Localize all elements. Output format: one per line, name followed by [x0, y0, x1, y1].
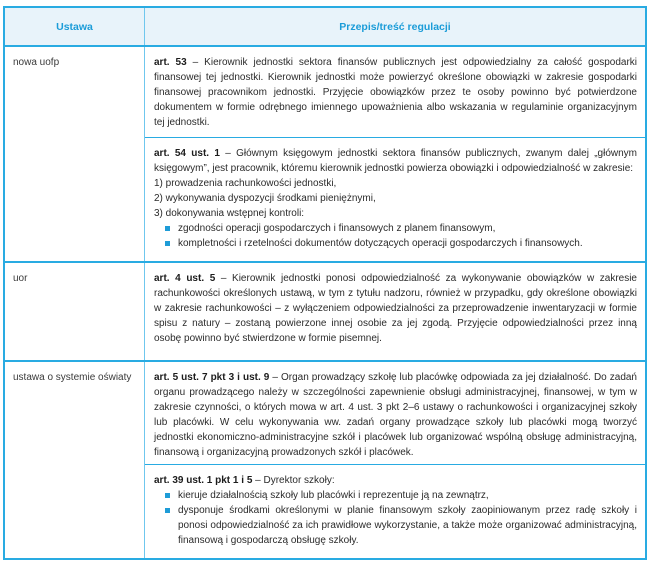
regulation-cell-ustawa-oswiata [144, 362, 645, 558]
article-reference: art. 39 ust. 1 pkt 1 i 5 [154, 475, 253, 486]
section-art-54-ust-1 [145, 137, 645, 261]
law-cell-nowa-uofp [5, 47, 144, 261]
bullet-square-icon [165, 241, 170, 246]
law-label: nowa uofp [13, 57, 60, 68]
paragraph [154, 370, 637, 460]
bullet-text: kompletności i rzetelności dokumentów dotyczących operacji gospodarczych i finansowych. [178, 238, 583, 249]
section-art-39 [145, 464, 645, 558]
table-row-nowa-uofp [5, 45, 645, 261]
paragraph [154, 271, 637, 346]
law-cell-uor [5, 263, 144, 360]
numbered-item-3: 3) dokonywania wstępnej kontroli: [154, 208, 305, 219]
section-art-5 [145, 362, 645, 464]
table-row-uor [5, 261, 645, 360]
bullet-text: zgodności operacji gospodarczych i finansowych z planem finansowym, [178, 223, 496, 234]
article-reference: art. 5 ust. 7 pkt 3 i ust. 9 [154, 372, 270, 383]
regulation-cell-uor [144, 263, 645, 360]
article-reference: art. 54 ust. 1 [154, 148, 220, 159]
regulation-table [3, 6, 647, 560]
bullet-item [154, 221, 637, 236]
bullet-text: dysponuje środkami określonymi w planie finansowym szkoły zaopiniowanym przez radę szkoły i ponosi odpowiedzialność za ich prawidłowe wykorzystanie, a także może organizować administracyjną, finansową i gospodarczą obsługę szkoły. [178, 505, 637, 546]
bullet-item [154, 236, 637, 251]
paragraph [154, 473, 637, 488]
bullet-item [154, 503, 637, 548]
article-reference: art. 4 ust. 5 [154, 273, 216, 284]
article-text: – Dyrektor szkoły: [255, 475, 335, 486]
header-law-label: Ustawa [56, 20, 93, 33]
table-row-ustawa-o-systemie-oswiaty [5, 360, 645, 558]
article-text: – Organ prowadzący szkołę lub placówkę odpowiada za jej działalność. Do zadań organu prowadzącego należy w szczególności zapewnienie obsługi administracyjnej, finansowej, w tym w zakresie czynności, o których mowa w art. 4 ust. 3 pkt 2–6 ustawy o rachunkowości i organizacyjnej szkoły lub placówki. W celu wykonywania ww. zadań organy prowadzące szkoły lub placówki mogą tworzyć jednostki ekonomiczno-administracyjne szkół i placówek lub organizować wspólną obsługę administracyjną, finansową i organizacyjną prowadzonych szkół i placówek. [154, 372, 637, 458]
law-label: uor [13, 273, 28, 284]
numbered-item-1: 1) prowadzenia rachunkowości jednostki, [154, 178, 337, 189]
section-art-53 [145, 47, 645, 137]
header-regulation-label: Przepis/treść regulacji [339, 20, 451, 33]
bullet-square-icon [165, 226, 170, 231]
bullet-square-icon [165, 493, 170, 498]
article-text: – Kierownik jednostki ponosi odpowiedzialność za wykonywanie obowiązków w zakresie rachunkowości określonych ustawą, w tym z tytułu nadzoru, również w przypadku, gdy określone obowiązki w zakresie rachunkowości – z wyłączeniem odpowiedzialności za przeprowadzenie inwentaryzacji w formie spisu z natury – zostaną powierzone innej osobie za jej zgodą. Przyjęcie odpowiedzialności przez inną osobę powinno być stwierdzone w formie pisemnej. [154, 273, 637, 344]
header-cell-law [5, 8, 144, 45]
article-reference: art. 53 [154, 57, 187, 68]
law-label: ustawa o systemie oświaty [13, 372, 132, 383]
bullet-item [154, 488, 637, 503]
bullet-square-icon [165, 508, 170, 513]
paragraph [154, 55, 637, 130]
section-art-4-ust-5 [145, 263, 645, 360]
article-text: – Głównym księgowym jednostki sektora finansów publicznych, zwanym dalej „głównym księgowym”, jest pracownik, któremu kierownik jednostki powierza obowiązki i odpowiedzialność w zakresie: [154, 148, 638, 174]
article-text: – Kierownik jednostki sektora finansów publicznych jest odpowiedzialny za całość gospodarki finansowej tej jednostki. Kierownik jednostki może powierzyć określone obowiązki w zakresie gospodarki finansowej pracownikom jednostki. Przyjęcie obowiązków przez te osoby powinno być potwierdzone dokumentem w formie odrębnego imiennego upoważnienia albo wskazania w regulaminie organizacyjnym tej jednostki. [154, 57, 637, 128]
header-cell-regulation [144, 8, 645, 45]
regulation-cell-nowa-uofp [144, 47, 645, 261]
law-cell-ustawa-oswiata [5, 362, 144, 558]
paragraph [154, 146, 637, 176]
table-header-row [5, 8, 645, 45]
numbered-item-2: 2) wykonywania dyspozycji środkami pieniężnymi, [154, 193, 376, 204]
bullet-text: kieruje działalnością szkoły lub placówki i reprezentuje ją na zewnątrz, [178, 490, 489, 501]
